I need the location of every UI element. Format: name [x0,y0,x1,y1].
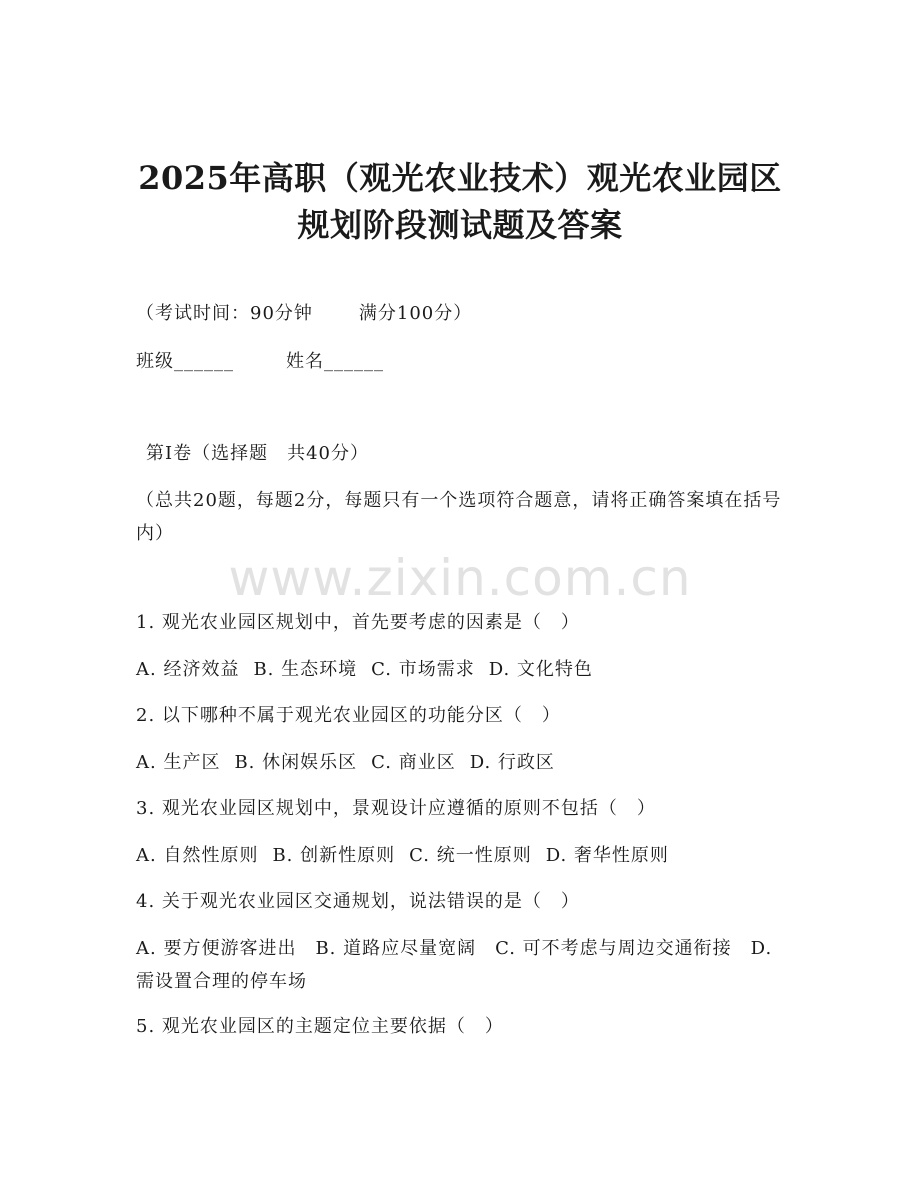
document-title-line1: 2025年高职（观光农业技术）观光农业园区 [138,159,782,197]
question-options: A. 要方便游客进出 B. 道路应尽量宽阔 C. 可不考虑与周边交通衔接 D. 需设置合理的停车场 [136,938,773,992]
watermark: www.zixin.com.cn [228,549,692,607]
section-instructions: （总共20题，每题2分，每题只有一个选项符合题意，请将正确答案填在括号内） [136,490,782,544]
name-field: 姓名______ [286,351,384,372]
question-options [136,658,593,682]
section-heading: 第Ⅰ卷（选择题 共40分） [146,443,370,464]
option-b: B. 休闲娱乐区 [234,752,358,773]
option-a: A. 自然性原则 [136,845,259,866]
option-d: D. 行政区 [469,752,555,773]
question-options [136,844,669,868]
option-c: C. 市场需求 [371,659,475,680]
option-d: D. 奢华性原则 [545,845,669,866]
option-a: A. 生产区 [136,752,221,773]
question-stem: 4. 关于观光农业园区交通规划，说法错误的是（ ） [136,891,580,912]
document-title-line2: 规划阶段测试题及答案 [297,206,623,244]
option-b: B. 创新性原则 [272,845,396,866]
student-fields [136,350,384,374]
exam-time: （考试时间：90分钟 [136,303,313,324]
option-a: A. 经济效益 [136,659,240,680]
question-stem: 2. 以下哪种不属于观光农业园区的功能分区（ ） [136,705,561,726]
option-d: D. 文化特色 [488,659,593,680]
question-options [136,751,555,775]
question-stem: 1. 观光农业园区规划中，首先要考虑的因素是（ ） [136,612,580,633]
option-b: B. 生态环境 [253,659,358,680]
question-stem: 5. 观光农业园区的主题定位主要依据（ ） [136,1016,504,1037]
option-c: C. 商业区 [371,752,456,773]
exam-info [136,302,472,326]
class-field: 班级______ [136,351,234,372]
exam-score: 满分100分） [358,303,473,324]
question-stem: 3. 观光农业园区规划中，景观设计应遵循的原则不包括（ ） [136,798,656,819]
option-c: C. 统一性原则 [409,845,532,866]
